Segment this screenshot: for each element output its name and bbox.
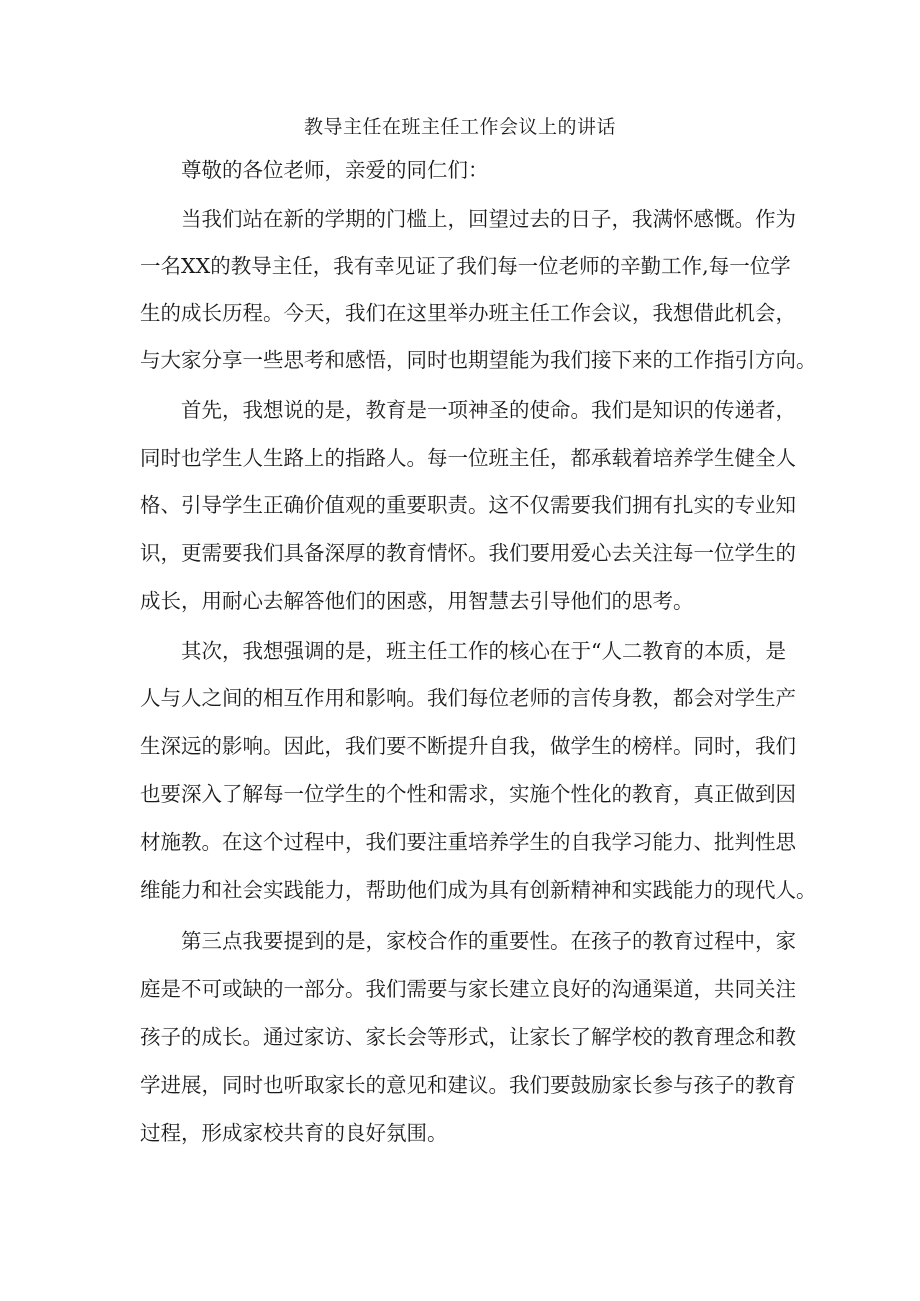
paragraph-line: 格、引导学生正确价值观的重要职责。这不仅需要我们拥有扎实的专业知 xyxy=(140,493,796,517)
paragraph-line: 维能力和社会实践能力，帮助他们成为具有创新精神和实践能力的现代人。 xyxy=(140,878,817,902)
paragraph-line: 学进展，同时也听取家长的意见和建议。我们要鼓励家长参与孩子的教育 xyxy=(140,1073,796,1097)
paragraph-line: 生的成长历程。今天，我们在这里举办班主任工作会议，我想借此机会， xyxy=(140,301,796,325)
paragraph-line: 识，更需要我们具备深厚的教育情怀。我们要用爱心去关注每一位学生的 xyxy=(140,541,796,565)
paragraph-line: 生深远的影响。因此，我们要不断提升自我，做学生的榜样。同时，我们 xyxy=(140,734,796,758)
paragraph-line: 与大家分享一些思考和感悟，同时也期望能为我们接下来的工作指引方向。 xyxy=(140,348,817,372)
paragraph-line: 当我们站在新的学期的门槛上，回望过去的日子，我满怀感慨。作为 xyxy=(181,207,796,231)
paragraph-line: 庭是不可或缺的一部分。我们需要与家长建立良好的沟通渠道，共同关注 xyxy=(140,977,796,1001)
paragraph-line: 一名XX的教导主任，我有幸见证了我们每一位老师的辛勤工作,每一位学 xyxy=(140,254,791,278)
document-title: 教导主任在班主任工作会议上的讲话 xyxy=(303,116,616,138)
paragraph-line: 其次，我想强调的是，班主任工作的核心在于“人二教育的本质，是 xyxy=(181,639,786,663)
paragraph-line: 同时也学生人生路上的指路人。每一位班主任，都承载着培养学生健全人 xyxy=(140,446,796,470)
paragraph-line: 成长，用耐心去解答他们的困惑，用智慧去引导他们的思考。 xyxy=(140,589,694,613)
paragraph-line: 人与人之间的相互作用和影响。我们每位老师的言传身教，都会对学生产 xyxy=(140,686,796,710)
paragraph-line: 首先，我想说的是，教育是一项神圣的使命。我们是知识的传递者， xyxy=(181,398,796,422)
paragraph-line: 第三点我要提到的是，家校合作的重要性。在孩子的教育过程中，家 xyxy=(181,929,796,953)
salutation: 尊敬的各位老师，亲爱的同仁们： xyxy=(181,158,489,182)
paragraph-line: 也要深入了解每一位学生的个性和需求，实施个性化的教育，真正做到因 xyxy=(140,782,796,806)
paragraph-line: 过程，形成家校共育的良好氛围。 xyxy=(140,1121,448,1145)
paragraph-line: 材施教。在这个过程中，我们要注重培养学生的自我学习能力、批判性思 xyxy=(140,830,796,854)
paragraph-line: 孩子的成长。通过家访、家长会等形式，让家长了解学校的教育理念和教 xyxy=(140,1025,796,1049)
